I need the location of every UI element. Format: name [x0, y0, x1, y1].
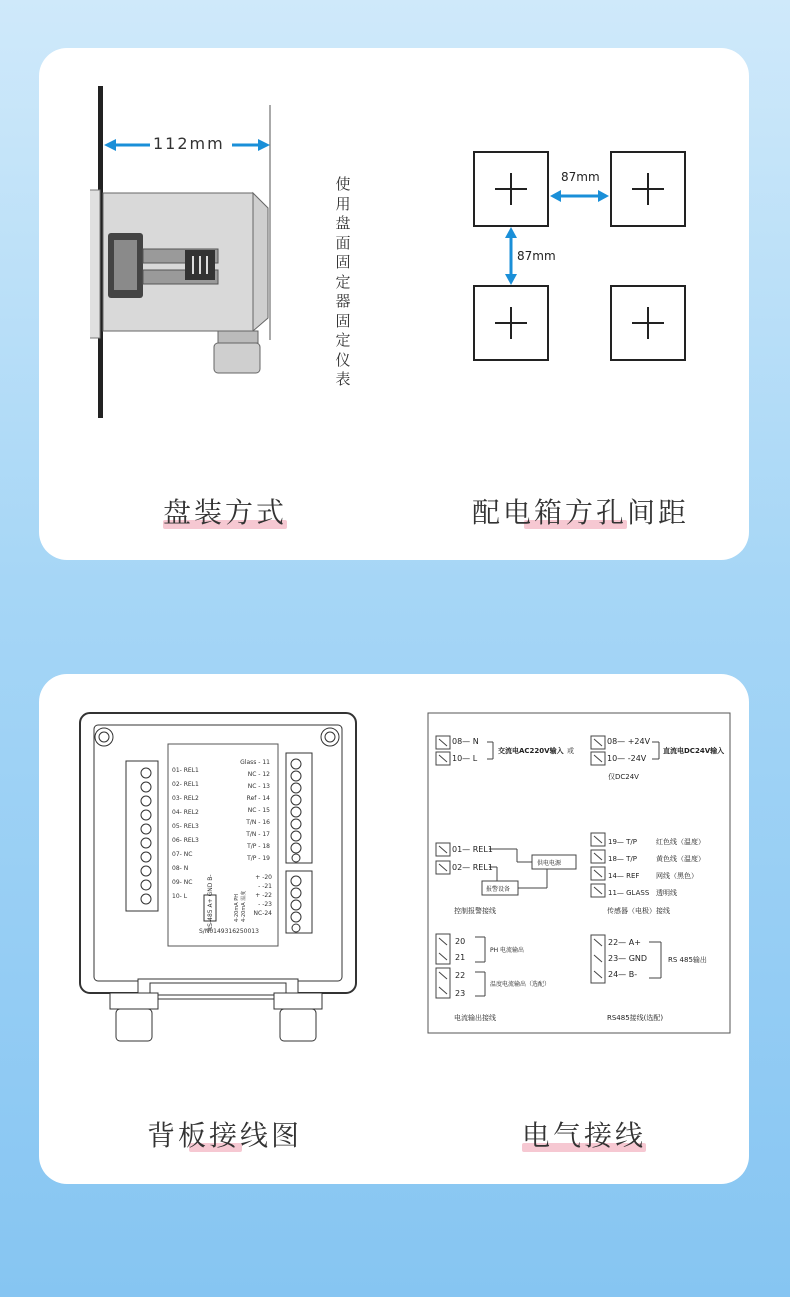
sensor-row: 19— T/P 红色线（温度） [608, 838, 705, 846]
terminal-label: - -21 [258, 883, 272, 890]
caption-cutout: 配电箱方孔间距 [472, 496, 690, 529]
current-ph: PH 电流输出 [490, 947, 525, 954]
terminal-label: 05- REL3 [172, 823, 199, 830]
terminal-label: 07- NC [172, 851, 193, 858]
terminal-label: 08- N [172, 865, 189, 872]
sensor-row: 14— REF 网线（黑色） [608, 872, 698, 880]
rs485-label: RS-485 [207, 909, 214, 931]
out-temp-label: 4-20mA 温度 [241, 890, 247, 922]
panel-mount-drawing [90, 80, 290, 425]
sensor-title: 传感器（电极）接线 [607, 907, 670, 915]
backplate-lower-labels [248, 873, 272, 918]
terminal-label: 10- L [172, 893, 188, 900]
dc-t2: 10— -24V [607, 754, 647, 763]
ac-label: 交流电AC220V输入 [498, 747, 564, 755]
alarm-t1: 01— REL1 [452, 845, 493, 854]
terminal-label: 03- REL2 [172, 795, 199, 802]
alarm-title: 控制报警接线 [454, 907, 496, 915]
caption-wiring: 电气接线 [522, 1119, 647, 1152]
out-ph-label: 4-20mA PH [234, 893, 240, 922]
terminal-label: 01- REL1 [172, 767, 199, 774]
terminal-label: 06- REL3 [172, 837, 199, 844]
caption-backplate: 背板接线图 [147, 1119, 303, 1152]
dc-note: 仅DC24V [608, 773, 639, 781]
rs485-title: RS485接线(选配) [607, 1014, 664, 1022]
current-t21: 21 [455, 953, 466, 962]
terminal-label: T/N - 17 [246, 831, 270, 838]
rs485-label: RS 485输出 [668, 956, 707, 964]
terminal-label: NC - 12 [247, 771, 270, 778]
current-title: 电流输出接线 [454, 1014, 496, 1022]
backplate-left-labels [172, 764, 199, 904]
mount-note: 使用盘面固定器固定仪表 [335, 175, 351, 388]
terminal-label: 02- REL1 [172, 781, 199, 788]
rs485-t3: 24— B- [608, 970, 638, 979]
v-spacing-label: 87mm [517, 249, 556, 263]
caption-panel-mount: 盘装方式 [163, 496, 288, 529]
terminal-label: NC - 15 [247, 807, 270, 814]
ac-t2: 10— L [452, 754, 478, 763]
terminal-label: + -20 [255, 874, 272, 881]
terminal-label: - -23 [258, 901, 272, 908]
rs485-t2: 23— GND [608, 954, 648, 963]
alarm-device: 报警设备 [486, 886, 511, 893]
terminal-label: + -22 [255, 892, 272, 899]
rs485-rotated [207, 873, 217, 931]
terminal-label: T/N - 16 [246, 819, 270, 826]
terminal-label: 04- REL2 [172, 809, 199, 816]
serial-number: S/N0149316250013 [199, 928, 259, 935]
current-temp: 温度电流输出（选配） [490, 981, 551, 988]
h-spacing-label: 87mm [561, 170, 600, 184]
dc-t1: 08— +24V [607, 737, 651, 746]
terminal-label: Ref - 14 [246, 795, 270, 802]
terminal-label: NC - 13 [247, 783, 270, 790]
rs485-t1: 22— A+ [608, 938, 641, 947]
outputs-rotated [234, 862, 250, 922]
sensor-rows [608, 834, 705, 902]
terminal-label: NC-24 [253, 910, 272, 917]
alarm-t2: 02— REL1 [452, 863, 493, 872]
rs485-b: B- [207, 874, 214, 881]
gnd-label: GND [207, 882, 214, 897]
terminal-label: Glass - 11 [240, 759, 270, 766]
sensor-row: 18— T/P 黄色线（温度） [608, 855, 705, 863]
dimension-label: 112mm [153, 134, 225, 153]
current-t22: 22 [455, 971, 466, 980]
ac-or: 或 [567, 747, 574, 755]
terminal-label: 09- NC [172, 879, 193, 886]
current-t20: 20 [455, 937, 466, 946]
current-t23: 23 [455, 989, 466, 998]
backplate-right-labels [236, 757, 270, 865]
alarm-power: 供电电源 [537, 860, 562, 867]
rs485-a: A+ [207, 898, 214, 908]
terminal-label: T/P - 19 [247, 855, 270, 862]
backplate-drawing [78, 711, 358, 1046]
terminal-label: T/P - 18 [247, 843, 270, 850]
sensor-row: 11— GLASS 透明线 [608, 889, 677, 897]
ac-t1: 08— N [452, 737, 479, 746]
dc-label: 直流电DC24V输入 [663, 747, 725, 755]
